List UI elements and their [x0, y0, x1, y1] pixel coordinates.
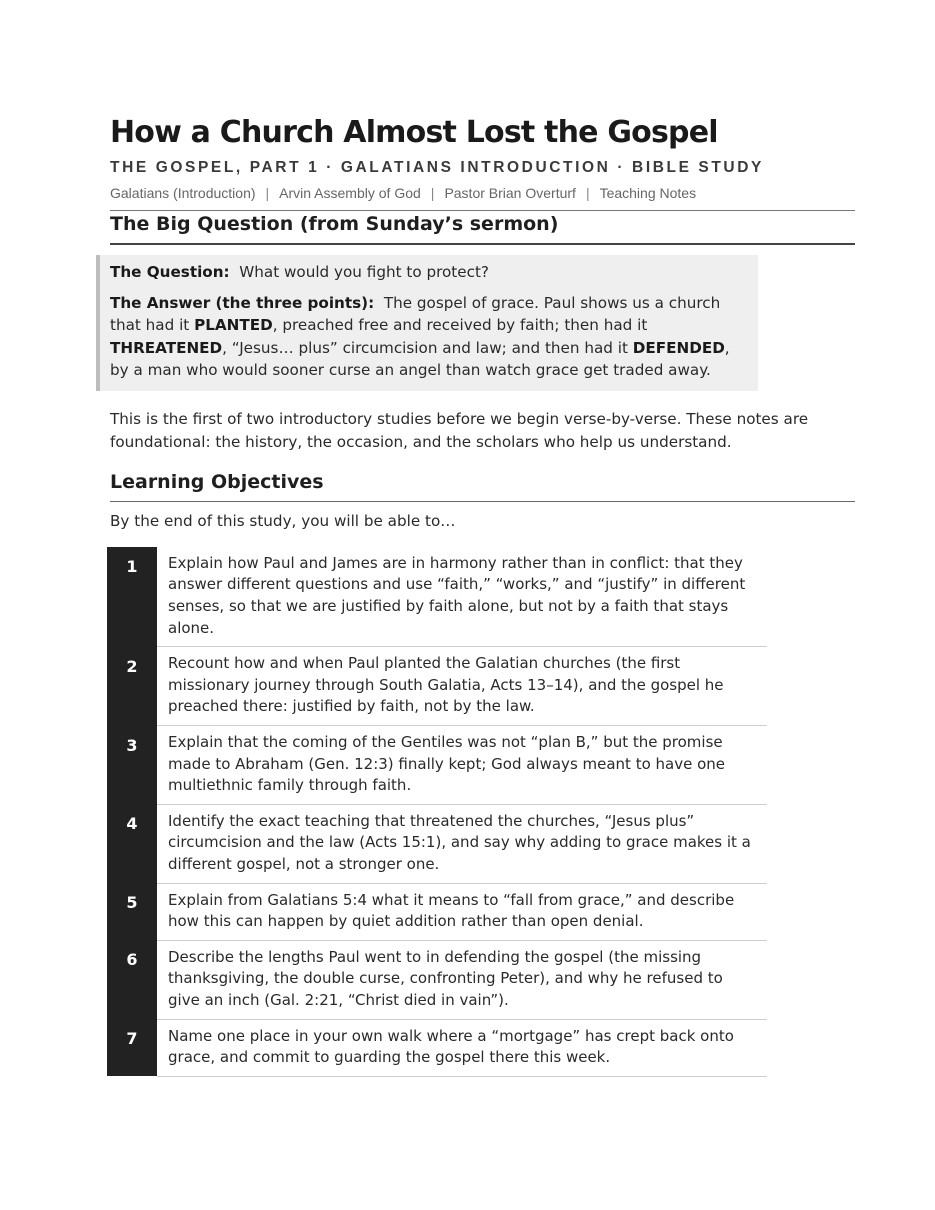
answer-text: , preached free and received by faith; then had it — [272, 316, 648, 334]
meta-doc-type: Teaching Notes — [599, 185, 697, 201]
answer-keyword-threatened: THREATENED — [110, 338, 223, 357]
objective-number: 1 — [107, 547, 157, 647]
objective-text: Describe the lengths Paul went to in defending the gospel (the missing thanksgiving, the double curse, confronting Peter), and why he refused to give an inch (Gal. 2:21, “Christ died in vain”). — [157, 940, 767, 1019]
objective-row — [107, 940, 767, 1019]
objectives-heading: Learning Objectives — [110, 469, 855, 502]
objective-row — [107, 883, 767, 940]
objective-text: Name one place in your own walk where a “mortgage” has crept back onto grace, and commit to guarding the gospel there this week. — [157, 1019, 767, 1076]
intro-paragraph: This is the first of two introductory studies before we begin verse-by-verse. These notes are foundational: the history, the occasion, and the scholars who help us understand. — [110, 409, 809, 451]
page-title: How a Church Almost Lost the Gospel — [110, 115, 718, 150]
answer-text: The gospel of grace. Paul shows us a church that had it — [110, 293, 721, 334]
objective-text: Explain that the coming of the Gentiles was not “plan B,” but the promise made to Abraham (Gen. 12:3) finally kept; God always meant to have one multiethnic family through faith. — [157, 726, 767, 805]
objective-number: 2 — [107, 647, 157, 726]
meta-book: Galatians (Introduction) — [110, 185, 256, 201]
objective-text: Explain how Paul and James are in harmony rather than in conflict: that they answer different questions and use “faith,” “works,” and “justify” in different senses, so that we are justified by faith alone, but not by a faith that stays alone. — [157, 547, 767, 647]
objective-row — [107, 1019, 767, 1076]
answer-paragraph — [110, 292, 744, 382]
objective-row — [107, 547, 767, 647]
page-subtitle: THE GOSPEL, PART 1 · GALATIANS INTRODUCTION · BIBLE STUDY — [110, 159, 764, 176]
objective-number: 6 — [107, 940, 157, 1019]
answer-keyword-planted: PLANTED — [194, 316, 273, 334]
big-question-heading: The Big Question (from Sunday’s sermon) — [110, 211, 855, 245]
objective-text: Explain from Galatians 5:4 what it means to “fall from grace,” and describe how this can happen by quiet addition rather than open denial. — [157, 883, 767, 940]
question-label: The Question: — [110, 263, 230, 281]
objective-text: Identify the exact teaching that threatened the churches, “Jesus plus” circumcision and the law (Acts 15:1), and say why adding to grace makes it a different gospel, not a stronger one. — [157, 804, 767, 883]
answer-text: , by a man who would sooner curse an angel than watch grace get traded away. — [110, 338, 730, 379]
objectives-lead: By the end of this study, you will be able to… — [110, 511, 456, 530]
objective-number: 5 — [107, 883, 157, 940]
meta-separator: | — [430, 185, 435, 201]
meta-separator: | — [585, 185, 590, 201]
question-text: What would you fight to protect? — [239, 263, 489, 281]
big-question-callout — [96, 255, 758, 391]
answer-label: The Answer (the three points): — [110, 293, 375, 312]
meta-church: Arvin Assembly of God — [279, 185, 421, 201]
objective-row — [107, 647, 767, 726]
meta-separator: | — [265, 185, 270, 201]
objective-number: 3 — [107, 726, 157, 805]
meta-pastor: Pastor Brian Overturf — [444, 185, 576, 201]
objective-row — [107, 726, 767, 805]
study-page — [110, 110, 855, 1077]
answer-text: , “Jesus… plus” circumcision and law; and then had it — [222, 338, 633, 357]
objective-row — [107, 804, 767, 883]
objective-text: Recount how and when Paul planted the Galatian churches (the first missionary journey through South Galatia, Acts 13–14), and the gospel he preached there: justified by faith, not by the law. — [157, 647, 767, 726]
objective-number: 4 — [107, 804, 157, 883]
objective-number: 7 — [107, 1019, 157, 1076]
question-paragraph — [110, 261, 744, 284]
objectives-table — [107, 547, 767, 1077]
meta-line — [110, 183, 855, 211]
answer-keyword-defended: DEFENDED — [632, 338, 725, 357]
